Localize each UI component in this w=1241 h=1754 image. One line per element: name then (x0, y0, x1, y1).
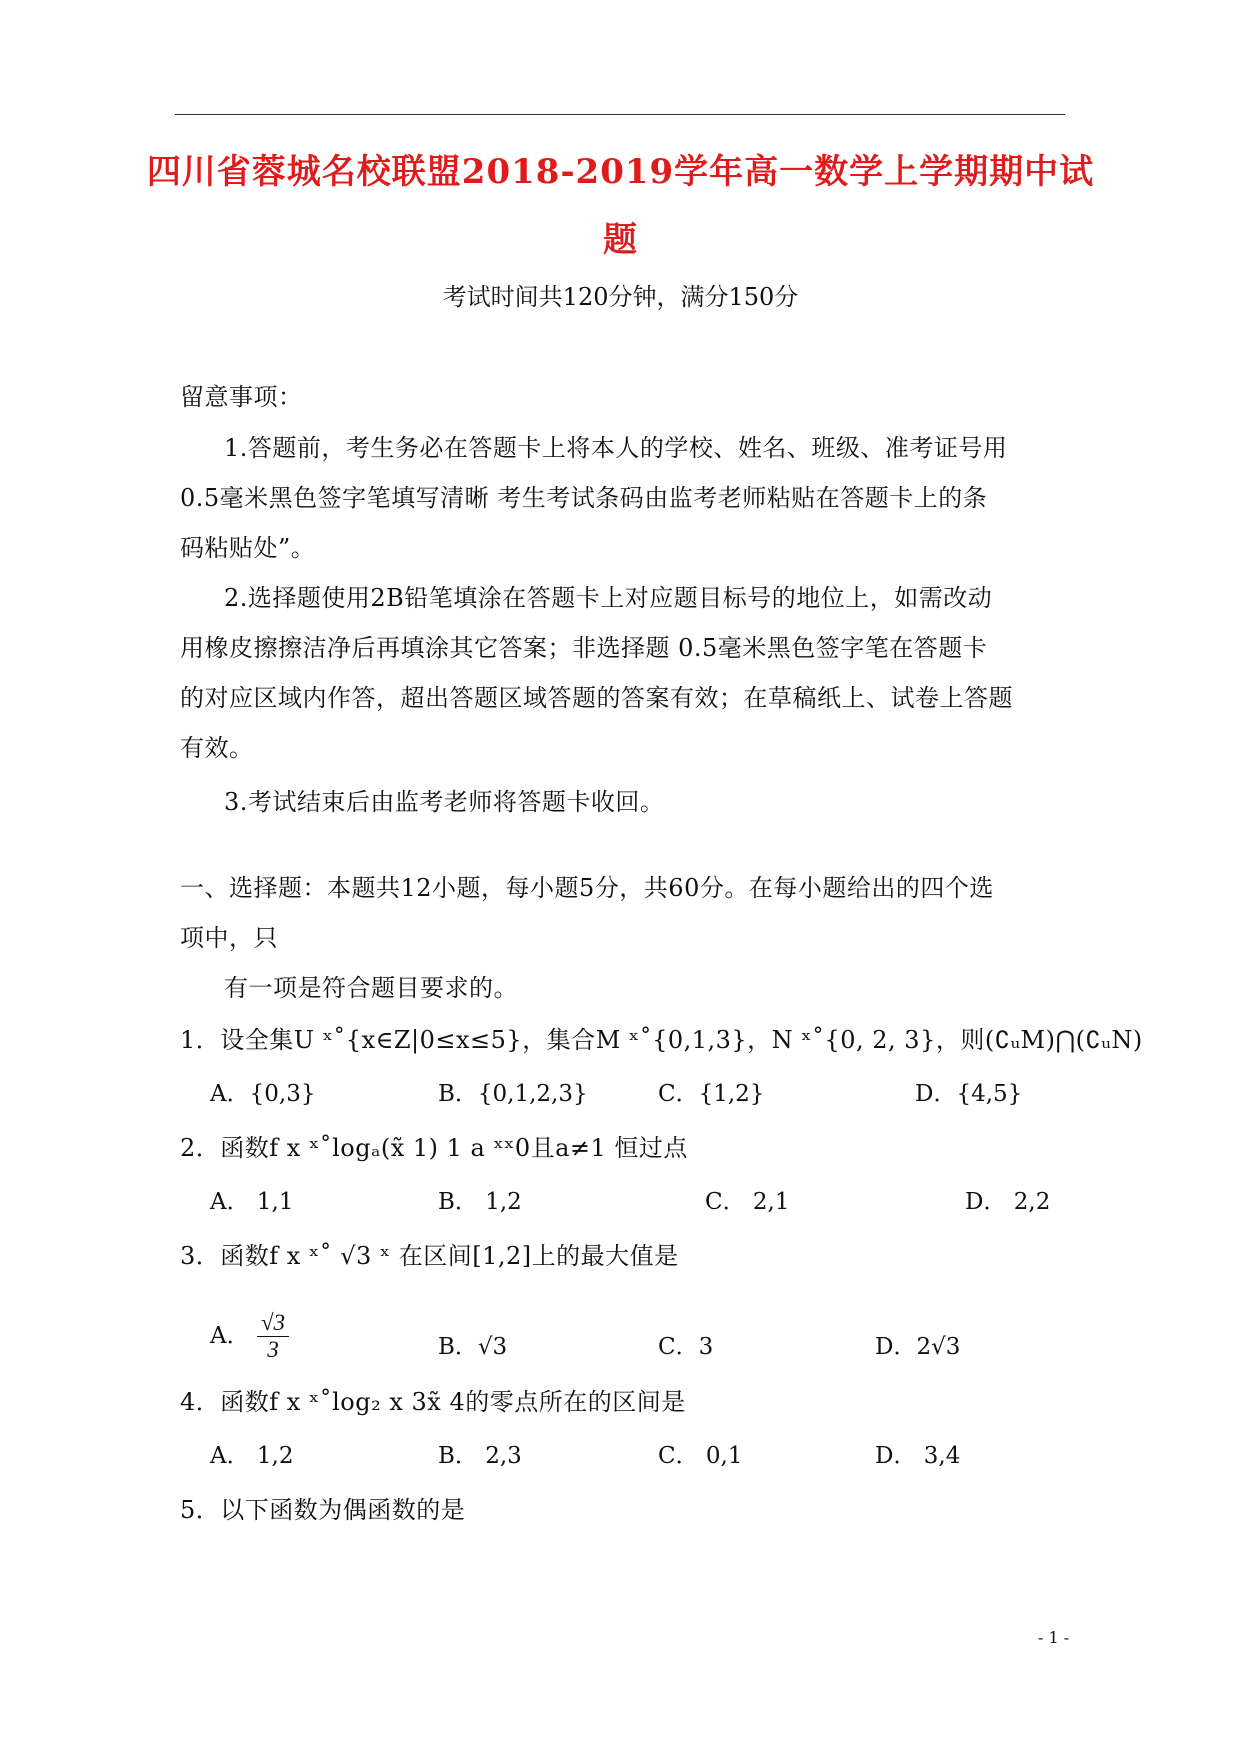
option-c: C．3 (658, 1334, 714, 1360)
page-title-line-2: 题 (603, 220, 638, 260)
option-a: A．{0,3} (210, 1081, 316, 1107)
option-d: D． 2,2 (965, 1189, 1051, 1215)
question-2-stem: 2．函数f x ˣ˚logₐ(x̃ 1) 1 a ˣˣ0且a≠1 恒过点 (180, 1134, 688, 1162)
option-a: A． 1,1 (210, 1189, 294, 1215)
exam-info: 考试时间共120分钟，满分150分 (442, 283, 799, 311)
option-b: B． 1,2 (438, 1189, 522, 1215)
option-c: C．{1,2} (658, 1081, 765, 1107)
note-line: 0.5毫米黑色签字笔填写清晰 考生考试条码由监考老师粘贴在答题卡上的条 (180, 484, 988, 512)
option-a (210, 1310, 289, 1364)
section-instruction: 有一项是符合题目要求的。 (224, 974, 518, 1002)
header-rule (175, 114, 1065, 115)
section-heading: 一、选择题：本题共12小题，每小题5分，共60分。在每小题给出的四个选 (180, 874, 994, 902)
option-a: A． 1,2 (210, 1443, 294, 1469)
notes-heading: 留意事项： (180, 383, 303, 411)
question-1-stem: 1．设全集U ˣ˚{x∈Z|0≤x≤5}，集合M ˣ˚{0,1,3}，N ˣ˚{0, 2, 3}，则(∁ᵤM)⋂(∁ᵤN) (180, 1026, 1143, 1054)
page-title-line-1: 四川省蓉城名校联盟2018-2019学年高一数学上学期期中试 (146, 152, 1095, 192)
option-d: D．2√3 (875, 1334, 961, 1360)
note-line: 用橡皮擦擦洁净后再填涂其它答案；非选择题 0.5毫米黑色签字笔在答题卡 (180, 634, 988, 662)
note-line: 3.考试结束后由监考老师将答题卡收回。 (224, 788, 665, 816)
option-d: D． 3,4 (875, 1443, 961, 1469)
note-line: 1.答题前，考生务必在答题卡上将本人的学校、姓名、班级、准考证号用 (224, 434, 1008, 462)
page-number: - 1 - (1038, 1628, 1070, 1647)
option-a-fraction (257, 1310, 289, 1364)
section-heading-cont: 项中，只 (180, 924, 278, 952)
option-b: B．√3 (438, 1334, 508, 1360)
note-line: 有效。 (180, 734, 254, 762)
question-3-stem: 3．函数f x ˣ˚ √3 ˣ 在区间[1,2]上的最大值是 (180, 1242, 679, 1270)
option-d: D．{4,5} (915, 1081, 1023, 1107)
note-line: 2.选择题使用2B铅笔填涂在答题卡上对应题目标号的地位上，如需改动 (224, 584, 993, 612)
fraction-denominator: 3 (267, 1337, 279, 1363)
option-c: C． 2,1 (705, 1189, 790, 1215)
question-5-stem: 5．以下函数为偶函数的是 (180, 1496, 466, 1524)
fraction-numerator: √3 (257, 1310, 289, 1337)
question-4-stem: 4．函数f x ˣ˚log₂ x 3x̃ 4的零点所在的区间是 (180, 1388, 686, 1416)
option-b: B． 2,3 (438, 1443, 522, 1469)
note-line: 的对应区域内作答，超出答题区域答题的答案有效；在草稿纸上、试卷上答题 (180, 684, 1013, 712)
option-a-label: A． (210, 1322, 250, 1349)
note-line: 码粘贴处”。 (180, 534, 316, 562)
option-b: B．{0,1,2,3} (438, 1081, 588, 1107)
option-c: C． 0,1 (658, 1443, 743, 1469)
